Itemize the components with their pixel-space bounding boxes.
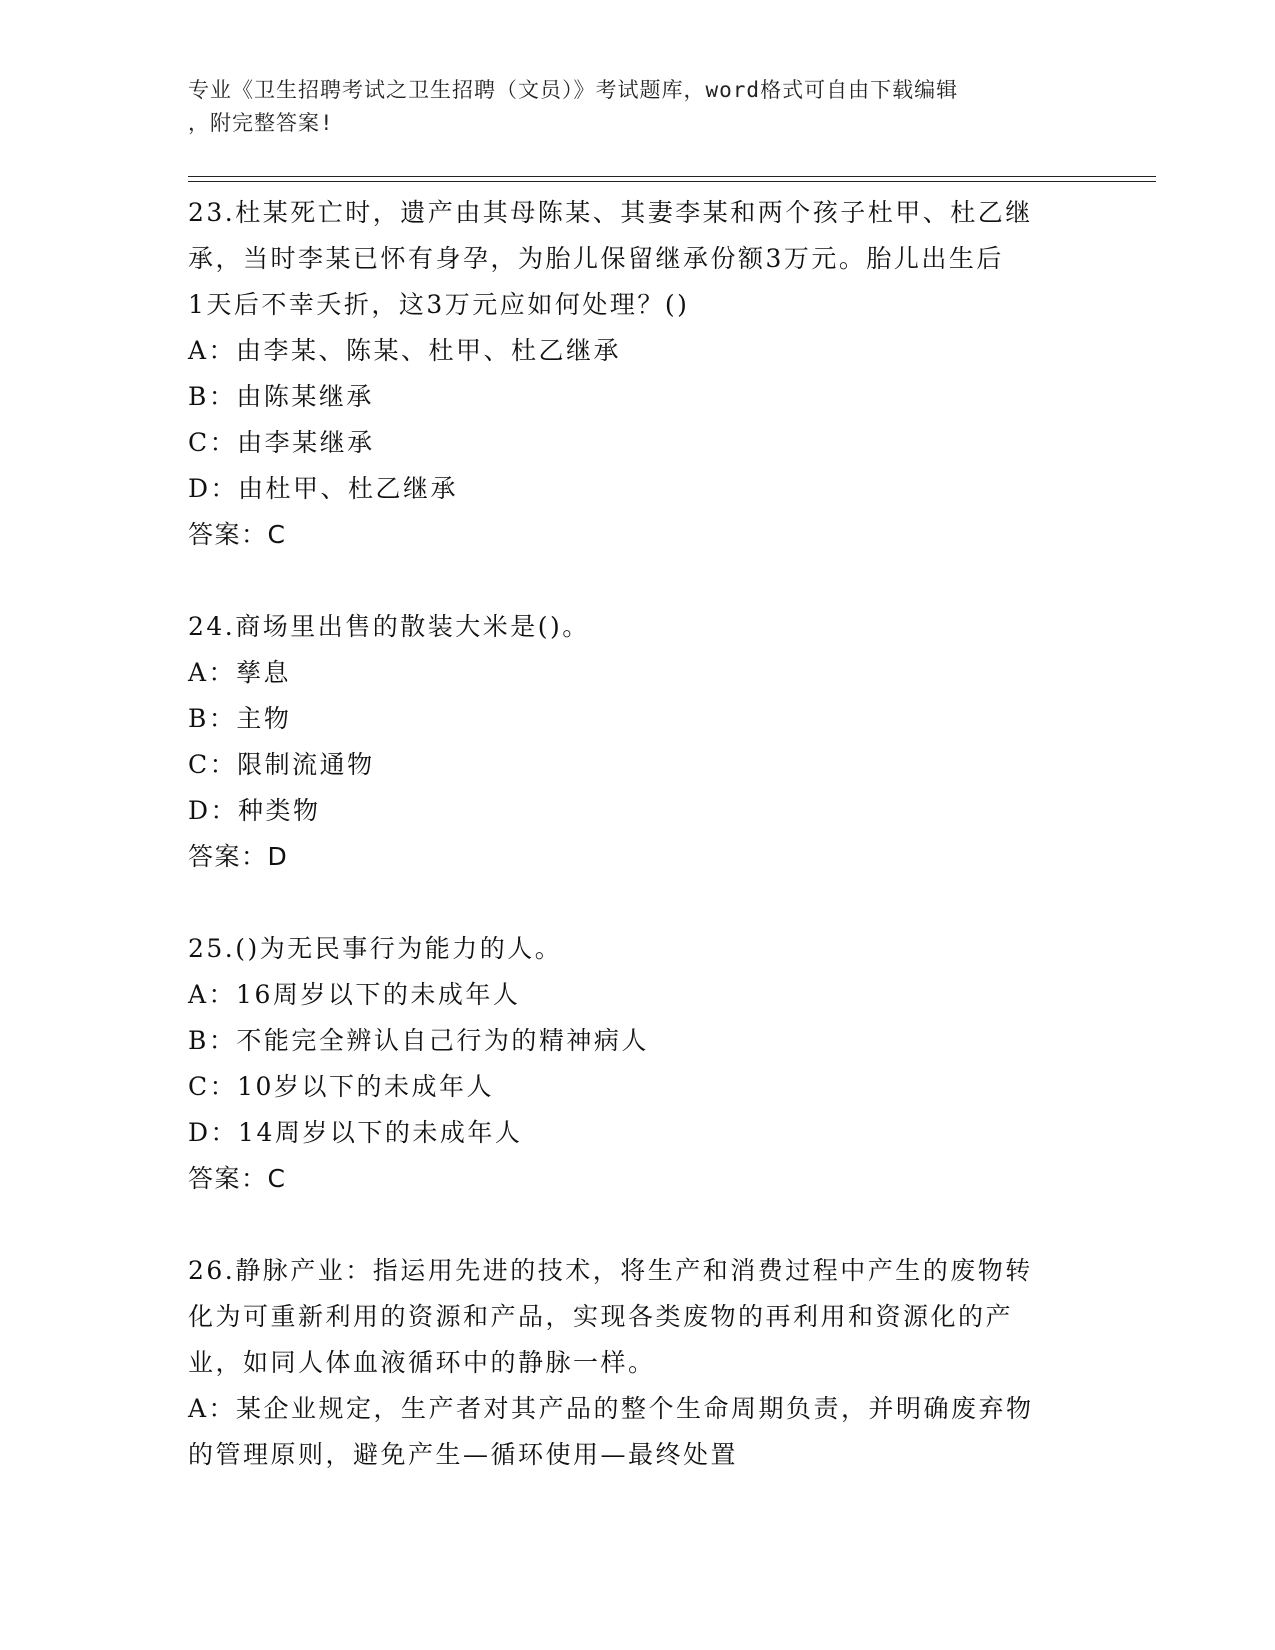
question-stem-line: 23.杜某死亡时，遗产由其母陈某、其妻李某和两个孩子杜甲、杜乙继 [188,198,1033,227]
question-stem-line: 化为可重新利用的资源和产品，实现各类废物的再利用和资源化的产 [188,1302,1014,1331]
header-rule-top [188,176,1156,177]
option-a-continued: 的管理原则，避免产生—循环使用—最终处置 [188,1440,739,1469]
option-c: C：由李某继承 [188,428,375,457]
question-stem-line: 26.静脉产业：指运用先进的技术，将生产和消费过程中产生的废物转 [188,1256,1033,1285]
answer: 答案：D [188,842,289,871]
option-c: C：限制流通物 [188,750,375,779]
option-a: A：某企业规定，生产者对其产品的整个生命周期负责，并明确废弃物 [188,1394,1034,1423]
option-d: D：由杜甲、杜乙继承 [188,474,459,503]
question-list [188,190,1088,1478]
option-b: B：主物 [188,704,292,733]
header-line-1: 专业《卫生招聘考试之卫生招聘（文员）》考试题库，word格式可自由下载编辑 [188,78,959,102]
spacer [188,1202,1088,1248]
option-d: D：种类物 [188,796,321,825]
option-a: A：16周岁以下的未成年人 [188,980,521,1009]
question-26 [188,1248,1088,1478]
spacer [188,880,1088,926]
question-24 [188,604,1088,880]
option-b: B：不能完全辨认自己行为的精神病人 [188,1026,649,1055]
option-b: B：由陈某继承 [188,382,374,411]
header-rule-bottom [188,181,1156,182]
page-header [188,74,1068,140]
answer: 答案：C [188,520,287,549]
question-stem-line: 25.()为无民事行为能力的人。 [188,934,563,963]
option-d: D：14周岁以下的未成年人 [188,1118,523,1147]
question-stem-line: 1天后不幸夭折，这3万元应如何处理？() [188,290,690,319]
option-c: C：10岁以下的未成年人 [188,1072,494,1101]
header-line-2: ，附完整答案! [188,111,334,135]
option-a: A：孳息 [188,658,292,687]
spacer [188,558,1088,604]
option-a: A：由李某、陈某、杜甲、杜乙继承 [188,336,622,365]
answer: 答案：C [188,1164,287,1193]
question-stem-line: 承，当时李某已怀有身孕，为胎儿保留继承份额3万元。胎儿出生后 [188,244,1004,273]
question-25 [188,926,1088,1202]
question-stem-line: 业，如同人体血液循环中的静脉一样。 [188,1348,656,1377]
question-stem-line: 24.商场里出售的散装大米是()。 [188,612,590,641]
question-23 [188,190,1088,558]
